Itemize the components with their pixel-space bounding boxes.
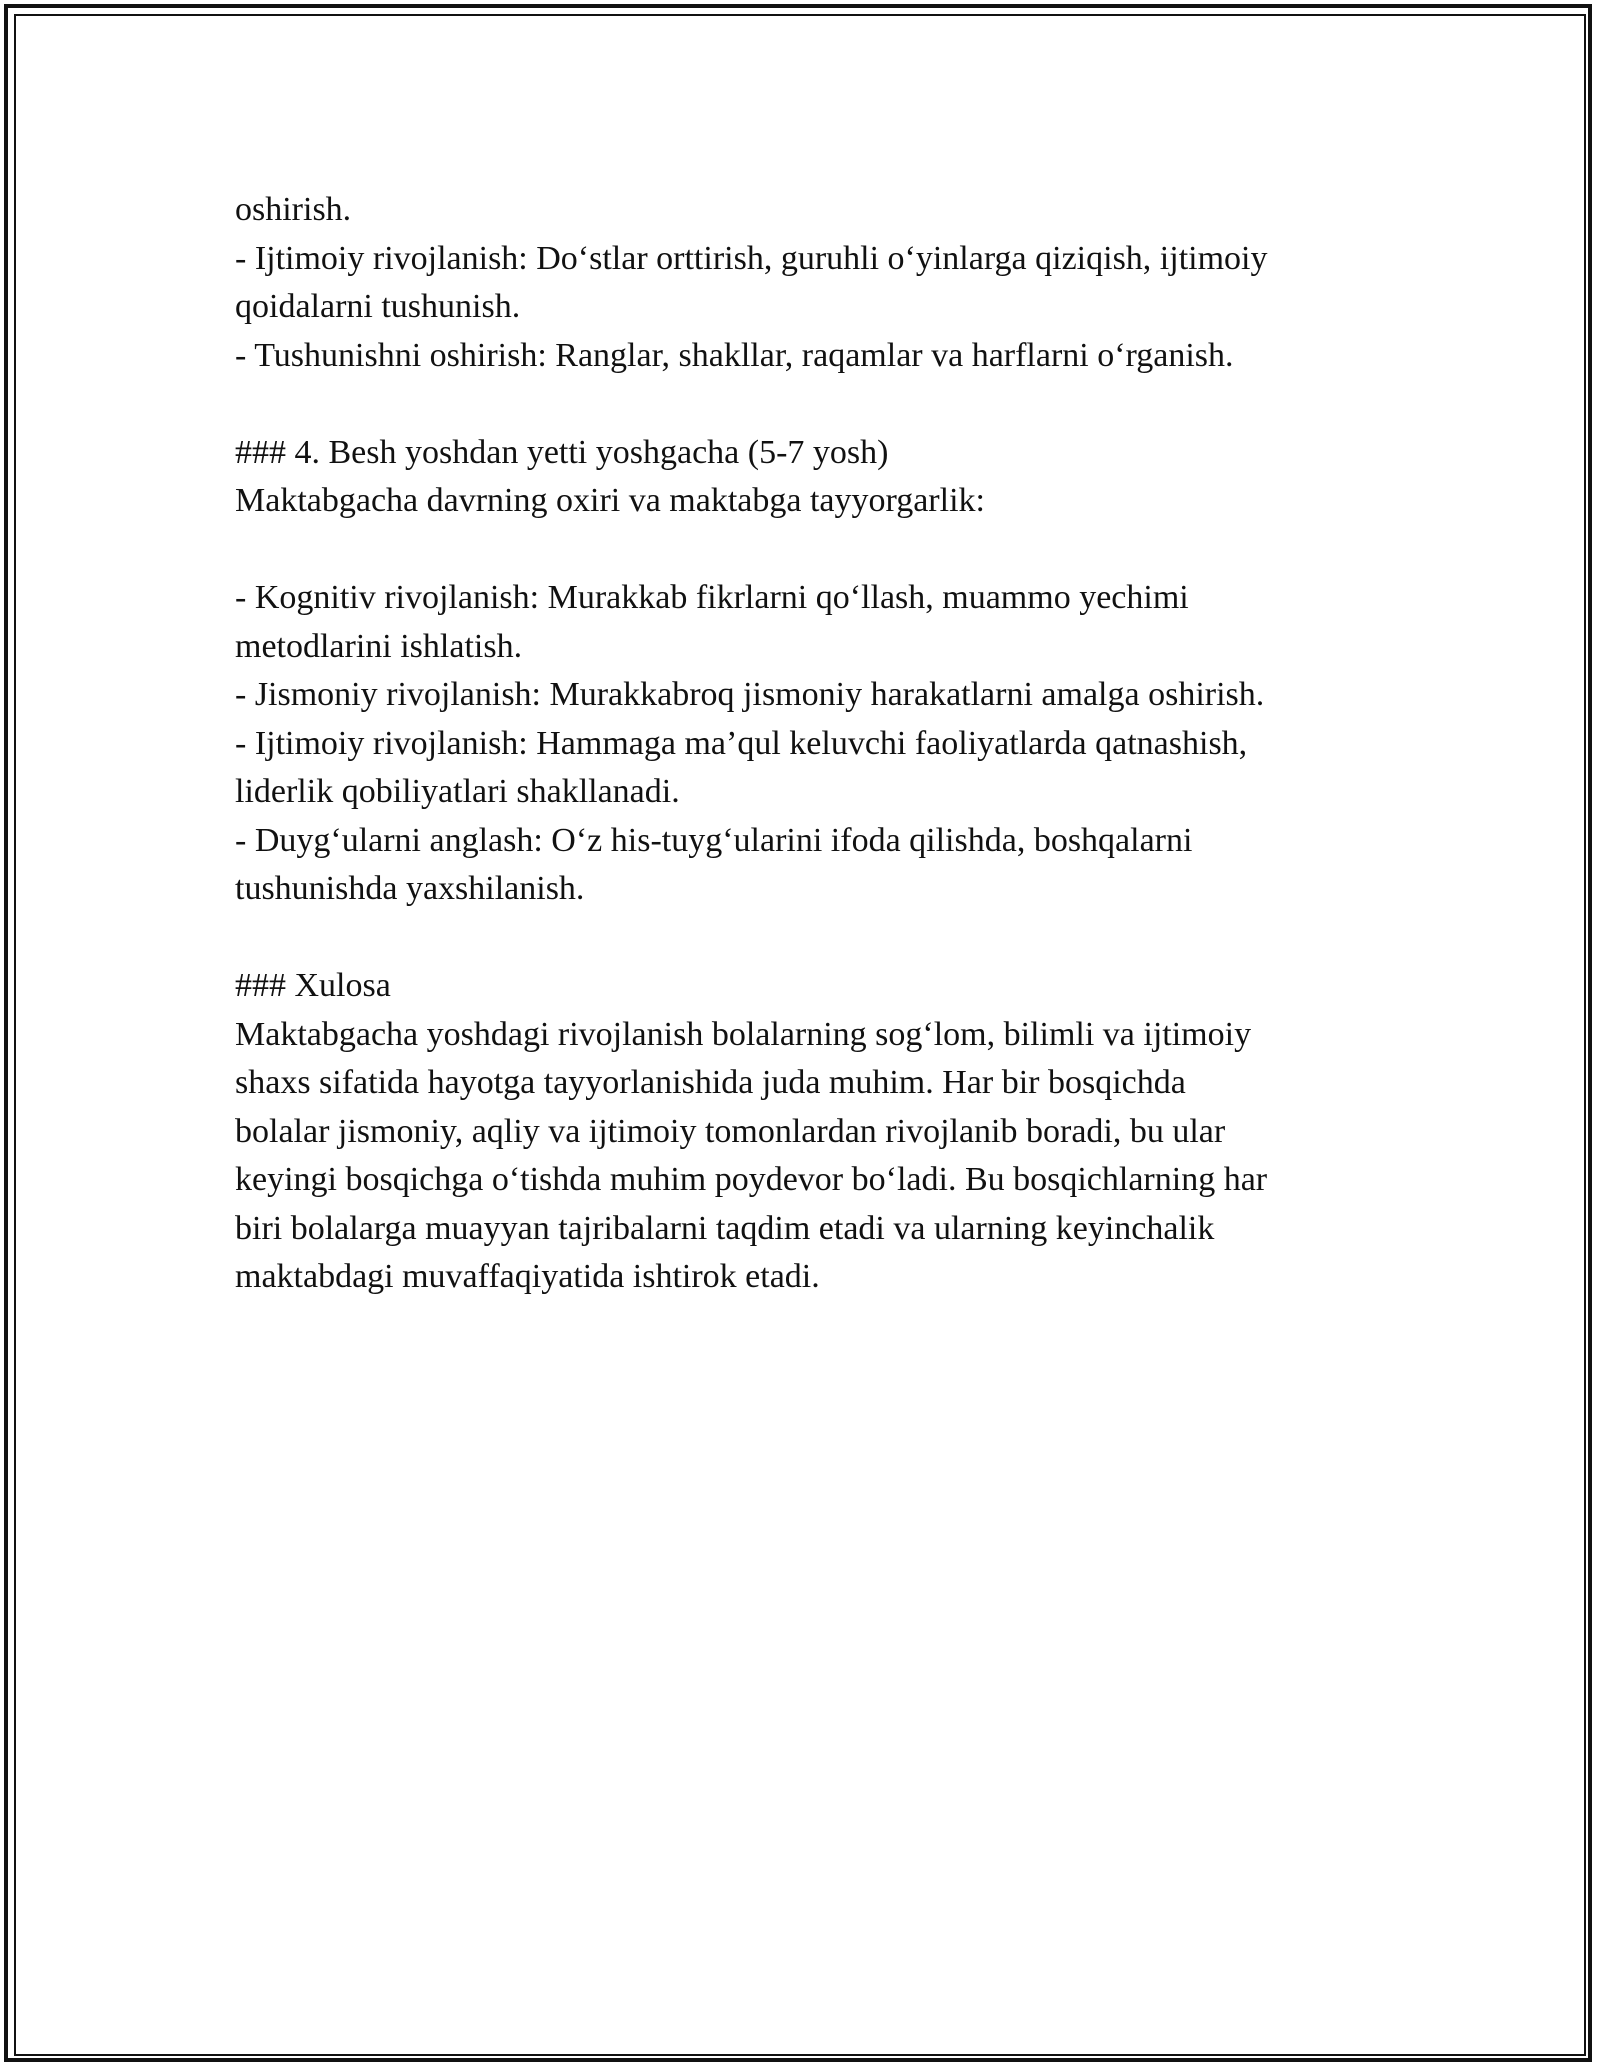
text-line: liderlik qobiliyatlari shakllanadi.: [235, 773, 680, 810]
list-item-ijtimoiy-2: - Ijtimoiy rivojlanish: Hammaga ma’qul keluvchi faoliyatlarda qatnashish,: [235, 724, 1248, 762]
blank-line: [235, 914, 1385, 963]
list-item-jismoniy: - Jismoniy rivojlanish: Murakkabroq jismoniy harakatlarni amalga oshirish.: [235, 676, 1265, 713]
text-line: metodlarini ishlatish.: [235, 627, 523, 665]
list-item-kognitiv: - Kognitiv rivojlanish: Murakkab fikrlarni qo‘llash, muammo yechimi: [235, 579, 1189, 616]
conclusion-line: bolalar jismoniy, aqliy va ijtimoiy tomonlardan rivojlanib boradi, bu ular: [235, 1112, 1226, 1150]
list-item-ijtimoiy: - Ijtimoiy rivojlanish: Do‘stlar orttirish, guruhli o‘yinlarga qiziqish, ijtimoiy: [235, 239, 1268, 277]
text-line: oshirish.: [235, 191, 352, 228]
conclusion-line: keyingi bosqichga o‘tishda muhim poydevor bo‘ladi. Bu bosqichlarning har: [235, 1161, 1268, 1198]
conclusion-line: Maktabgacha yoshdagi rivojlanish bolalarning sog‘lom, bilimli va ijtimoiy: [235, 1015, 1252, 1053]
text-line: qoidalarni tushunish.: [235, 288, 521, 325]
list-item-duygular: - Duyg‘ularni anglash: O‘z his-tuyg‘ularini ifoda qilishda, boshqalarni: [235, 821, 1193, 859]
section-heading-4: ### 4. Besh yoshdan yetti yoshgacha (5-7 yosh): [235, 433, 889, 471]
conclusion-line: maktabdagi muvaffaqiyatida ishtirok etadi.: [235, 1258, 820, 1295]
blank-line: [235, 380, 1385, 429]
conclusion-line: shaxs sifatida hayotga tayyorlanishida juda muhim. Har bir bosqichda: [235, 1064, 1186, 1101]
document-body: [235, 186, 1385, 1302]
section-heading-xulosa: ### Xulosa: [235, 967, 391, 1004]
blank-line: [235, 526, 1385, 575]
section-intro: Maktabgacha davrning oxiri va maktabga tayyorgarlik:: [235, 482, 985, 519]
list-item-tushunish: - Tushunishni oshirish: Ranglar, shakllar, raqamlar va harflarni o‘rganish.: [235, 336, 1234, 374]
text-line: tushunishda yaxshilanish.: [235, 870, 585, 907]
conclusion-line: biri bolalarga muayyan tajribalarni taqdim etadi va ularning keyinchalik: [235, 1209, 1215, 1247]
